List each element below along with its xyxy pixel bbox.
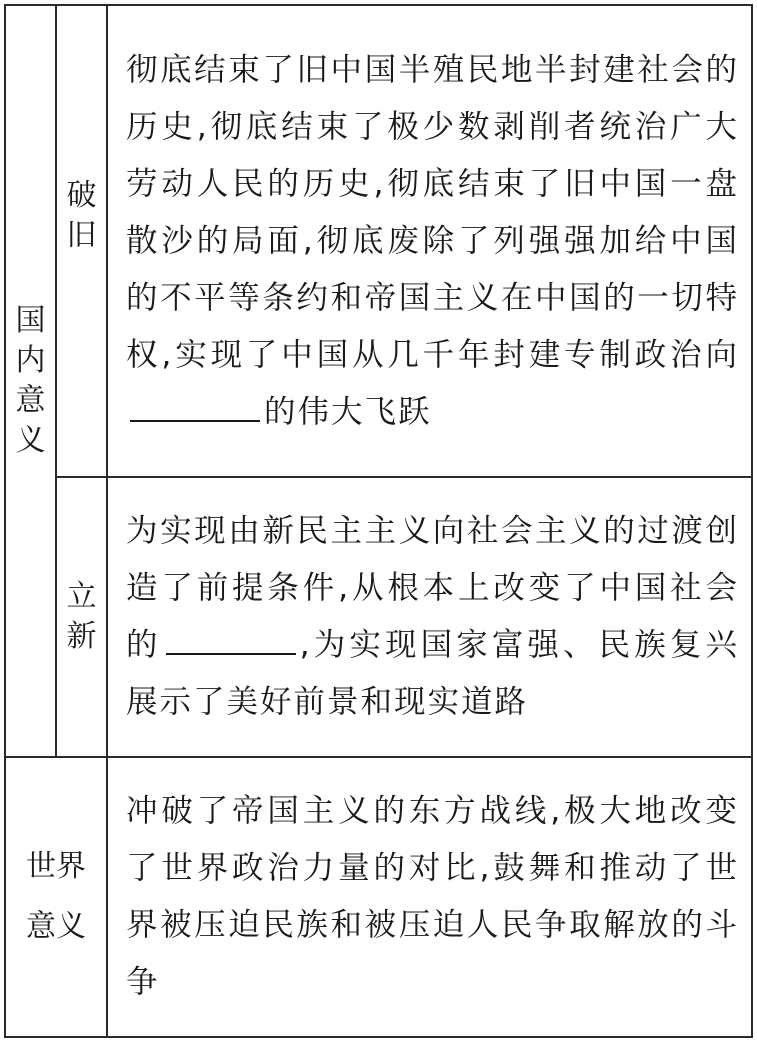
establish-new-label: 立 新 — [56, 477, 107, 757]
break-old-label: 破 旧 — [56, 5, 107, 477]
break-old-text: 彻底结束了旧中国半殖民地半封建社会的历史,彻底结束了极少数剥削者统治广大劳动人民的历史,彻底结束了旧中国一盘散沙的局面,彻底废除了列强强加给中国的不平等条约和帝国主义在中国的一切特权,实现了中国从几千年封建专制政治向 — [126, 51, 739, 373]
establish-new-text: 为实现由新民主主义向社会主义的过渡创造了前提条件,从根本上改变了中国社会的 — [126, 513, 739, 663]
fill-blank-2[interactable] — [166, 623, 296, 655]
world-significance-content: 冲破了帝国主义的东方战线,极大地改变了世界政治力量的对比,鼓舞和推动了世界被压迫民族和被压迫人民争取解放的斗争 — [107, 757, 752, 1037]
establish-new-text-end: ,为实现国家富强、民族复兴展示了美好前景和现实道路 — [126, 627, 739, 720]
fill-blank-1[interactable] — [130, 390, 260, 422]
domestic-significance-label: 国 内 意 义 — [5, 5, 56, 757]
break-old-content — [107, 5, 752, 477]
world-significance-label: 世界 意义 — [5, 757, 107, 1037]
significance-table — [4, 4, 753, 1038]
table-row-establish-new — [5, 477, 752, 757]
table-row-break-old — [5, 5, 752, 477]
break-old-text-end: 的伟大飞跃 — [264, 393, 432, 430]
table-row-world — [5, 757, 752, 1037]
establish-new-content — [107, 477, 752, 757]
